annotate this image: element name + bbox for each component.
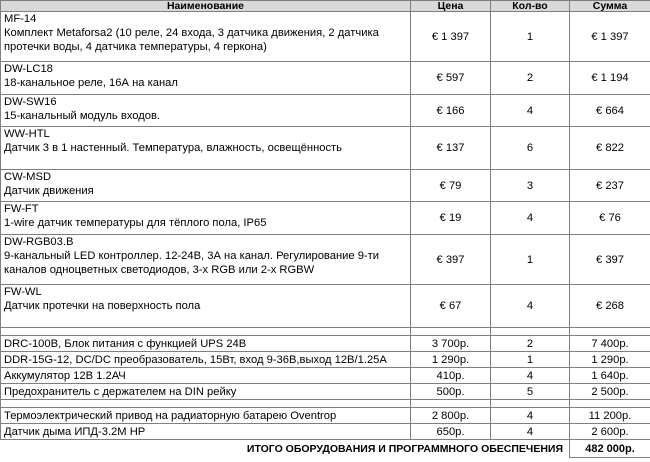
item-name-cell — [1, 12, 411, 62]
item-price: € 67 — [411, 285, 491, 328]
item-code: DW-SW16 — [4, 96, 57, 108]
empty-cell — [411, 400, 491, 408]
item-qty: 4 — [491, 408, 570, 424]
total-value: 482 000р. — [570, 440, 650, 458]
header-price: Цена — [411, 1, 491, 12]
item-price: € 397 — [411, 235, 491, 285]
item-price: € 166 — [411, 95, 491, 127]
item-name-cell — [1, 62, 411, 95]
empty-cell — [491, 400, 570, 408]
item-qty: 2 — [491, 62, 570, 95]
item-sum: 2 600р. — [570, 424, 650, 440]
item-description: Комплект Metaforsa2 (10 реле, 24 входа, 3 датчика движения, 2 датчика протечки воды, 4 датчика температуры, 4 геркона) — [4, 27, 379, 53]
table-row — [1, 368, 650, 384]
item-qty: 5 — [491, 384, 570, 400]
item-sum: € 664 — [570, 95, 650, 127]
empty-cell — [570, 400, 650, 408]
table-row — [1, 424, 650, 440]
item-name-cell — [1, 285, 411, 328]
item-description: 18-канальное реле, 16А на канал — [4, 77, 178, 89]
item-sum: € 1 397 — [570, 12, 650, 62]
item-price: 3 700р. — [411, 336, 491, 352]
item-name-cell — [1, 202, 411, 235]
item-sum: € 1 194 — [570, 62, 650, 95]
item-name-cell — [1, 95, 411, 127]
item-sum: € 237 — [570, 170, 650, 202]
table-row — [1, 408, 650, 424]
item-qty: 1 — [491, 12, 570, 62]
item-code: WW-HTL — [4, 128, 50, 140]
item-qty: 1 — [491, 352, 570, 368]
item-price: 2 800р. — [411, 408, 491, 424]
item-code: DW-RGB03.B — [4, 236, 74, 248]
header-row — [1, 1, 650, 12]
item-qty: 1 — [491, 235, 570, 285]
item-code: MF-14 — [4, 13, 37, 25]
table-row — [1, 202, 650, 235]
item-qty: 4 — [491, 424, 570, 440]
item-qty: 6 — [491, 127, 570, 170]
item-qty: 3 — [491, 170, 570, 202]
item-qty: 4 — [491, 95, 570, 127]
item-sum: 1 640р. — [570, 368, 650, 384]
item-sum: € 397 — [570, 235, 650, 285]
item-description: Датчик 3 в 1 настенный. Температура, влажность, освещённость — [4, 142, 343, 154]
item-name: Термоэлектрический привод на радиаторную батарею Oventrop — [1, 408, 411, 424]
table-row — [1, 352, 650, 368]
total-row — [1, 440, 650, 458]
item-sum: € 822 — [570, 127, 650, 170]
empty-cell — [570, 328, 650, 336]
table-row — [1, 62, 650, 95]
table-row — [1, 285, 650, 328]
item-qty: 4 — [491, 368, 570, 384]
item-price: € 79 — [411, 170, 491, 202]
item-name: DRC-100B, Блок питания с функцией UPS 24В — [1, 336, 411, 352]
item-price: 650р. — [411, 424, 491, 440]
table-row — [1, 12, 650, 62]
header-qty: Кол-во — [491, 1, 570, 12]
item-price: € 597 — [411, 62, 491, 95]
empty-cell — [411, 328, 491, 336]
item-name-cell — [1, 235, 411, 285]
item-price: 500р. — [411, 384, 491, 400]
item-name: Датчик дыма ИПД-3.2М НР — [1, 424, 411, 440]
item-name: DDR-15G-12, DC/DC преобразователь, 15Вт, вход 9-36В,выход 12В/1.25А — [1, 352, 411, 368]
table-row — [1, 235, 650, 285]
item-description: Датчик протечки на поверхность пола — [4, 300, 201, 312]
item-code: CW-MSD — [4, 171, 52, 183]
item-description: Датчик движения — [4, 185, 94, 197]
item-price: 1 290р. — [411, 352, 491, 368]
item-price: € 19 — [411, 202, 491, 235]
item-sum: 11 200р. — [570, 408, 650, 424]
item-sum: 1 290р. — [570, 352, 650, 368]
item-code: FW-FT — [4, 203, 39, 215]
item-code: FW-WL — [4, 286, 42, 298]
table-row — [1, 95, 650, 127]
table-row — [1, 384, 650, 400]
item-name: Аккумулятор 12В 1.2АЧ — [1, 368, 411, 384]
item-sum: € 76 — [570, 202, 650, 235]
item-price: 410р. — [411, 368, 491, 384]
spacer-row — [1, 400, 650, 408]
item-sum: 7 400р. — [570, 336, 650, 352]
spacer-row — [1, 328, 650, 336]
item-price: € 137 — [411, 127, 491, 170]
item-qty: 4 — [491, 202, 570, 235]
item-description: 15-канальный модуль входов. — [4, 110, 161, 122]
item-qty: 4 — [491, 285, 570, 328]
empty-cell — [491, 328, 570, 336]
item-name-cell — [1, 170, 411, 202]
table-row — [1, 127, 650, 170]
item-qty: 2 — [491, 336, 570, 352]
total-label: ИТОГО ОБОРУДОВАНИЯ И ПРОГРАММНОГО ОБЕСПЕЧЕНИЯ — [246, 442, 563, 455]
empty-cell — [1, 328, 411, 336]
item-description: 1-wire датчик температуры для тёплого пола, IP65 — [4, 217, 267, 229]
item-sum: 2 500р. — [570, 384, 650, 400]
item-price: € 1 397 — [411, 12, 491, 62]
item-code: DW-LC18 — [4, 63, 53, 75]
item-name-cell — [1, 127, 411, 170]
item-description: 9-канальный LED контроллер. 12-24В, 3А на канал. Регулирование 9-ти каналов одноцветных светодиодов, 3-х RGB или 2-х RGBW — [4, 250, 380, 276]
header-name: Наименование — [1, 1, 411, 12]
table-row — [1, 170, 650, 202]
empty-cell — [1, 400, 411, 408]
item-name: Предохранитель с держателем на DIN рейку — [1, 384, 411, 400]
header-sum: Сумма — [570, 1, 650, 12]
table-row — [1, 336, 650, 352]
item-sum: € 268 — [570, 285, 650, 328]
